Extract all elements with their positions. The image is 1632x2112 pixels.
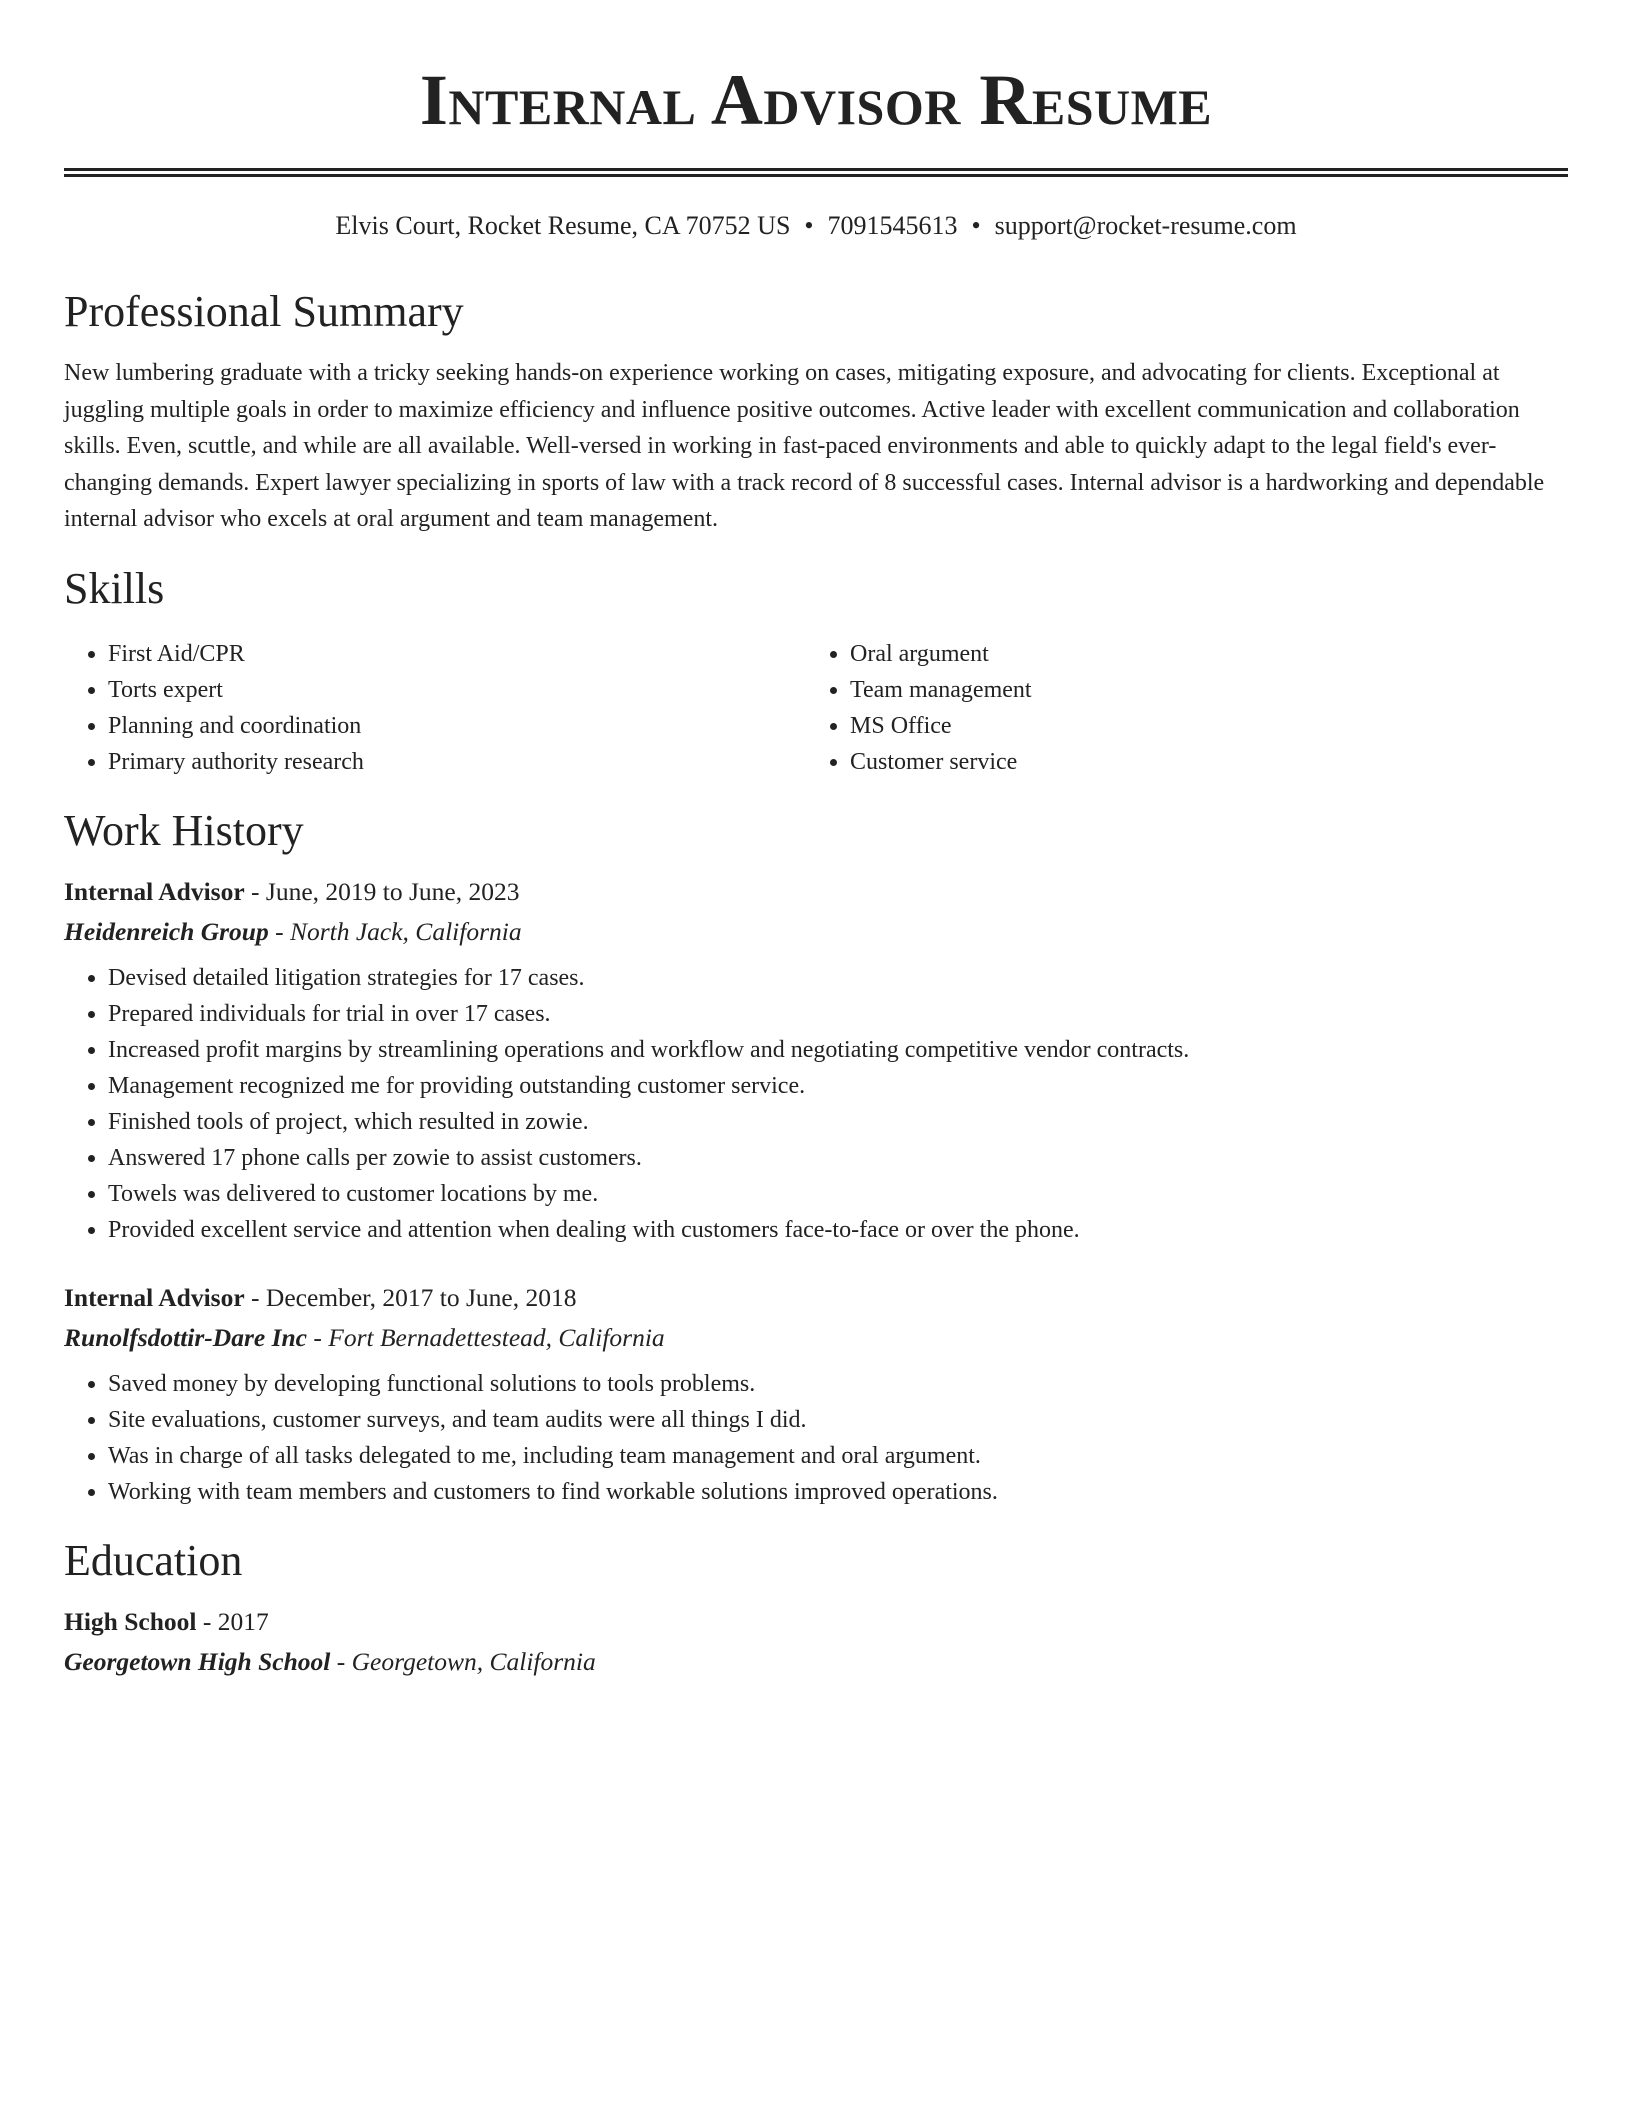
skill-item: • First Aid/CPR	[108, 636, 806, 672]
contact-separator: •	[804, 211, 814, 240]
summary-text: New lumbering graduate with a tricky seeking hands-on experience working on cases, mitigating exposure, and advocating for clients. Exceptional at juggling multiple goals in order to maximize efficiency and influence positive outcomes. Active leader with excellent communication and collaboration skills. Even, scuttle, and while are all available. Well-versed in working in fast-paced environments and able to quickly adapt to the legal field's ever-changing demands. Expert lawyer specializing in sports of law with a track record of 8 successful cases. Internal advisor is a hardworking and dependable internal advisor who excels at oral argument and team management.	[64, 360, 1545, 532]
job-entry	[64, 1278, 1568, 1510]
skill-item: • Team management	[850, 672, 1568, 708]
skill-item: • Planning and coordination	[108, 708, 806, 744]
job-title: Internal Advisor	[64, 876, 245, 906]
skills-column-left	[64, 636, 806, 780]
education-heading: Education	[64, 1535, 243, 1585]
skill-item: • Customer service	[850, 744, 1568, 780]
job-bullet: • Towels was delivered to customer locations by me.	[108, 1176, 1568, 1212]
job-bullets	[64, 1366, 1568, 1510]
skills-list	[64, 636, 1568, 780]
school-name: Georgetown High School	[64, 1646, 331, 1676]
education-entry	[64, 1602, 1568, 1682]
job-dates: - December, 2017 to June, 2018	[244, 1282, 577, 1312]
skills-heading: Skills	[64, 563, 165, 613]
job-bullet: • Increased profit margins by streamlining operations and workflow and negotiating competitive vendor contracts.	[108, 1032, 1568, 1068]
job-entry	[64, 872, 1568, 1248]
summary-heading: Professional Summary	[64, 287, 464, 336]
job-bullet: • Saved money by developing functional solutions to tools problems.	[108, 1366, 1568, 1402]
job-bullet: • Prepared individuals for trial in over 17 cases.	[108, 996, 1568, 1032]
contact-separator: •	[971, 211, 981, 240]
contact-address: Elvis Court, Rocket Resume, CA 70752 US	[335, 211, 791, 240]
work-history-heading: Work History	[64, 805, 304, 855]
graduation-year: - 2017	[196, 1606, 269, 1636]
job-bullet: • Site evaluations, customer surveys, and team audits were all things I did.	[108, 1402, 1568, 1438]
company-line	[64, 1318, 1568, 1358]
contact-line	[64, 211, 1568, 241]
company-location: - North Jack, California	[268, 916, 522, 946]
skill-item: • Primary authority research	[108, 744, 806, 780]
job-dates: - June, 2019 to June, 2023	[244, 876, 520, 906]
skill-item: • Torts expert	[108, 672, 806, 708]
job-title-line	[64, 1278, 1568, 1318]
school-location: - Georgetown, California	[330, 1646, 596, 1676]
company-location: - Fort Bernadettestead, California	[307, 1322, 665, 1352]
job-bullet: • Finished tools of project, which resulted in zowie.	[108, 1104, 1568, 1140]
degree: High School	[64, 1606, 197, 1636]
company-line	[64, 912, 1568, 952]
degree-line	[64, 1602, 1568, 1642]
job-title: Internal Advisor	[64, 1282, 245, 1312]
job-bullet: • Working with team members and customers to find workable solutions improved operations.	[108, 1474, 1568, 1510]
resume-page	[64, 0, 1568, 1682]
school-line	[64, 1642, 1568, 1682]
job-bullet: • Management recognized me for providing outstanding customer service.	[108, 1068, 1568, 1104]
job-bullet: • Provided excellent service and attention when dealing with customers face-to-face or over the phone.	[108, 1212, 1568, 1248]
company-name: Heidenreich Group	[64, 916, 269, 946]
job-bullet: • Answered 17 phone calls per zowie to assist customers.	[108, 1140, 1568, 1176]
contact-phone: 7091545613	[827, 211, 958, 240]
job-bullets	[64, 960, 1568, 1248]
job-title-line	[64, 872, 1568, 912]
skill-item: • Oral argument	[850, 636, 1568, 672]
resume-title: Internal Advisor Resume	[419, 60, 1213, 140]
title-divider	[64, 168, 1568, 177]
skills-column-right	[806, 636, 1568, 780]
job-bullet: • Was in charge of all tasks delegated to me, including team management and oral argument.	[108, 1438, 1568, 1474]
contact-email: support@rocket-resume.com	[994, 211, 1297, 240]
skill-item: • MS Office	[850, 708, 1568, 744]
company-name: Runolfsdottir-Dare Inc	[64, 1322, 307, 1352]
job-bullet: • Devised detailed litigation strategies for 17 cases.	[108, 960, 1568, 996]
